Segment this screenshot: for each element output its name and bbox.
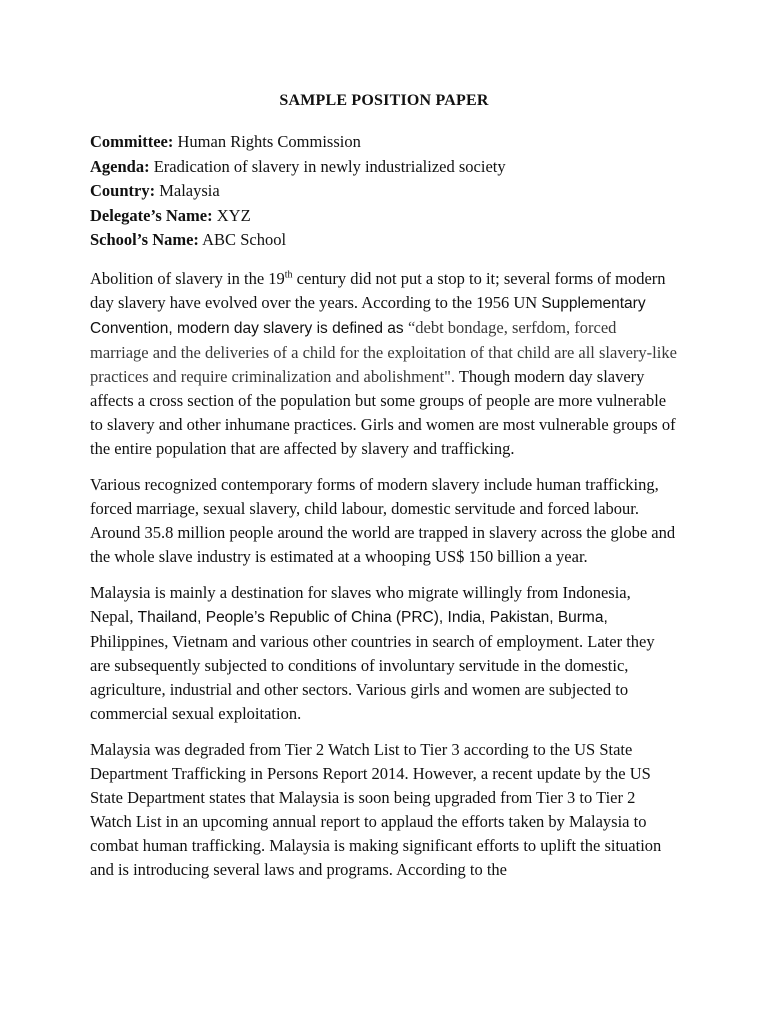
p1-quote: “debt bondage, serfdom, forced marriage and the deliveries of a child for the exploitation of that child are all slavery-like practices and require criminalization and abolishment". — [90, 317, 677, 386]
paragraph-abolition — [90, 267, 678, 461]
p1-text-b: century did not put a stop to it; several forms of modern day slavery have evolved over the years. According to the 1956 UN — [90, 268, 666, 312]
paragraph-destination — [90, 581, 678, 726]
p3-text-c: Philippines, Vietnam and various other countries in search of employment. Later they are subsequently subjected to conditions of involuntary servitude in the domestic, agriculture, industrial and other sectors. Various girls and women are subjected to commercial sexual exploitation. — [90, 631, 655, 723]
meta-value: Eradication of slavery in newly industrialized society — [153, 156, 506, 176]
p3-text-a: Malaysia is mainly a destination for slaves who migrate willingly from Indonesia, Nepal, — [90, 582, 631, 626]
p1-text-e: Though modern day slavery affects a cross section of the population but some groups of people are more vulnerable to slavery and other inhumane practices. Girls and women are most vulnerable groups of the entire population that are affected by slavery and trafficking. — [90, 366, 676, 458]
meta-country — [90, 179, 678, 204]
meta-label: Country: — [90, 181, 156, 200]
meta-value: Malaysia — [159, 181, 220, 200]
p1-convention-text: Supplementary Convention, modern day slavery is defined as — [90, 294, 646, 337]
meta-agenda — [90, 155, 678, 180]
meta-label: Committee: — [90, 132, 174, 151]
meta-value: Human Rights Commission — [177, 132, 361, 151]
meta-school — [90, 228, 678, 253]
meta-committee — [90, 130, 678, 155]
meta-block — [90, 130, 678, 253]
page-title: SAMPLE POSITION PAPER — [279, 92, 489, 109]
meta-label: Agenda: — [90, 156, 150, 176]
meta-value: XYZ — [216, 205, 251, 225]
paragraph-forms: Various recognized contemporary forms of modern slavery include human trafficking, forced marriage, sexual slavery, child labour, domestic servitude and forced labour. Around 35.8 million people around the world are trapped in slavery across the globe and the whole slave industry is estimated at a whooping US$ 150 billion a year. — [90, 474, 676, 566]
p1-superscript: th — [284, 269, 293, 280]
meta-value: ABC School — [202, 230, 287, 249]
paragraph-tier: Malaysia was degraded from Tier 2 Watch List to Tier 3 according to the US State Department Trafficking in Persons Report 2014. However, a recent update by the US State Department states that Malaysia is soon being upgraded from Tier 3 to Tier 2 Watch List in an upcoming annual report to applaud the efforts taken by Malaysia to combat human trafficking. Malaysia is making significant efforts to uplift the situation and is introducing several laws and programs. According to the — [90, 739, 662, 879]
p3-countries: Thailand, People’s Republic of China (PRC), India, Pakistan, Burma, — [137, 608, 608, 626]
p1-text-a: Abolition of slavery in the 19 — [90, 268, 285, 288]
meta-label: Delegate’s Name: — [90, 205, 213, 225]
meta-label: School’s Name: — [90, 230, 199, 249]
meta-delegate — [90, 204, 678, 229]
